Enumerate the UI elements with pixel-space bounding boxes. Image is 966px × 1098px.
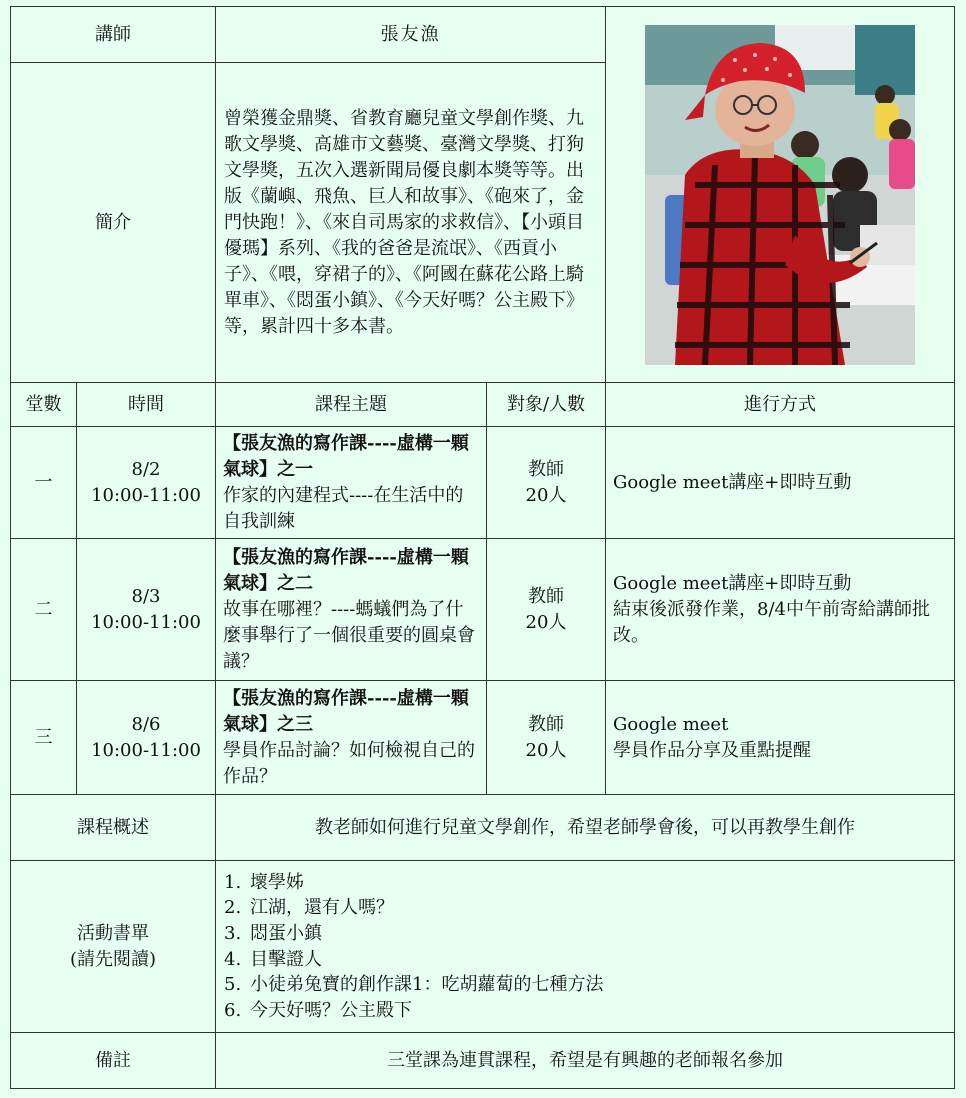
- session-topic-title: 【張友漁的寫作課----虛構一顆氣球】之二: [223, 546, 469, 594]
- course-table: [10, 6, 955, 1089]
- session-method: [606, 681, 955, 795]
- session-row: [11, 427, 955, 539]
- session-audience-count: 20人: [525, 739, 567, 761]
- overview-row: [11, 795, 955, 861]
- col-method: 進行方式: [606, 383, 955, 427]
- session-audience-type: 教師: [528, 585, 564, 607]
- list-item: 2. 江湖，還有人嗎？: [224, 897, 394, 919]
- session-method-line1: Google meet講座+即時互動: [613, 573, 852, 594]
- col-audience: 對象/人數: [487, 383, 606, 427]
- instructor-row: [11, 7, 955, 63]
- session-audience-type: 教師: [528, 458, 564, 480]
- books-label-line2: (請先閱讀): [69, 948, 157, 970]
- session-audience-count: 20人: [525, 484, 567, 506]
- list-item: 5. 小徒弟兔寶的創作課1：吃胡蘿蔔的七種方法: [224, 974, 604, 996]
- instructor-photo-icon: [645, 25, 915, 365]
- session-date: 8/3: [131, 585, 161, 607]
- session-audience: [487, 539, 606, 681]
- session-number: 二: [11, 539, 77, 681]
- session-hours: 10:00-11:00: [91, 611, 201, 633]
- session-topic: [216, 427, 487, 539]
- list-item: 6. 今天好嗎？公主殿下: [224, 999, 412, 1021]
- session-number: 三: [11, 681, 77, 795]
- session-topic-title: 【張友漁的寫作課----虛構一顆氣球】之一: [223, 432, 469, 480]
- session-method: [606, 539, 955, 681]
- books-list-cell: [216, 861, 955, 1033]
- session-time: [77, 681, 216, 795]
- session-topic-desc: 故事在哪裡？----螞蟻們為了什麼事舉行了一個很重要的圓桌會議？: [223, 598, 475, 672]
- list-item: 4. 目擊證人: [224, 948, 322, 970]
- overview-text: 教老師如何進行兒童文學創作，希望老師學會後，可以再教學生創作: [216, 795, 955, 861]
- session-topic-title: 【張友漁的寫作課----虛構一顆氣球】之三: [223, 687, 469, 735]
- session-topic: [216, 539, 487, 681]
- books-label: [11, 861, 216, 1033]
- session-method-line2: 學員作品分享及重點提醒: [613, 739, 811, 761]
- session-time: [77, 539, 216, 681]
- session-topic-desc: 學員作品討論？如何檢視自己的作品？: [223, 739, 475, 787]
- session-date: 8/6: [131, 713, 161, 735]
- notes-label: 備註: [11, 1033, 216, 1089]
- list-item: 1. 壞學姊: [224, 871, 304, 893]
- session-method-line1: Google meet講座+即時互動: [613, 471, 852, 493]
- session-hours: 10:00-11:00: [91, 484, 201, 506]
- session-audience: [487, 681, 606, 795]
- books-list: [216, 862, 954, 1032]
- instructor-photo-cell: [606, 7, 955, 383]
- notes-row: [11, 1033, 955, 1089]
- bio-text: 曾榮獲金鼎獎、省教育廳兒童文學創作獎、九歌文學獎、高雄市文藝獎、臺灣文學獎、打狗文學獎，五次入選新聞局優良劇本獎等等。出版《蘭嶼、飛魚、巨人和故事》、《砲來了，金門快跑！》、《來自司馬家的求救信》、【小頭目優瑪】系列、《我的爸爸是流氓》、《西貢小子》、《喂，穿裙子的》、《阿國在蘇花公路上騎單車》、《悶蛋小鎮》、《今天好嗎？公主殿下》等，累計四十多本書。: [216, 63, 606, 383]
- overview-label: 課程概述: [11, 795, 216, 861]
- session-row: [11, 681, 955, 795]
- session-audience-type: 教師: [528, 713, 564, 735]
- books-label-line1: 活動書單: [77, 922, 149, 944]
- session-audience-count: 20人: [525, 611, 567, 633]
- session-date: 8/2: [131, 458, 161, 480]
- session-method: [606, 427, 955, 539]
- instructor-name: 張友漁: [216, 7, 606, 63]
- list-item: 3. 悶蛋小鎮: [224, 922, 322, 944]
- session-topic: [216, 681, 487, 795]
- session-hours: 10:00-11:00: [91, 739, 201, 761]
- books-row: [11, 861, 955, 1033]
- session-row: [11, 539, 955, 681]
- session-topic-desc: 作家的內建程式----在生活中的自我訓練: [223, 484, 464, 532]
- notes-text: 三堂課為連貫課程，希望是有興趣的老師報名參加: [216, 1033, 955, 1089]
- instructor-label: 講師: [11, 7, 216, 63]
- col-session: 堂數: [11, 383, 77, 427]
- instructor-photo: [645, 25, 915, 365]
- bio-label: 簡介: [11, 63, 216, 383]
- session-method-line2: 結束後派發作業，8/4中午前寄給講師批改。: [613, 599, 930, 646]
- column-header-row: [11, 383, 955, 427]
- col-topic: 課程主題: [216, 383, 487, 427]
- session-time: [77, 427, 216, 539]
- session-number: 一: [11, 427, 77, 539]
- session-method-line1: Google meet: [613, 713, 729, 735]
- col-time: 時間: [77, 383, 216, 427]
- session-audience: [487, 427, 606, 539]
